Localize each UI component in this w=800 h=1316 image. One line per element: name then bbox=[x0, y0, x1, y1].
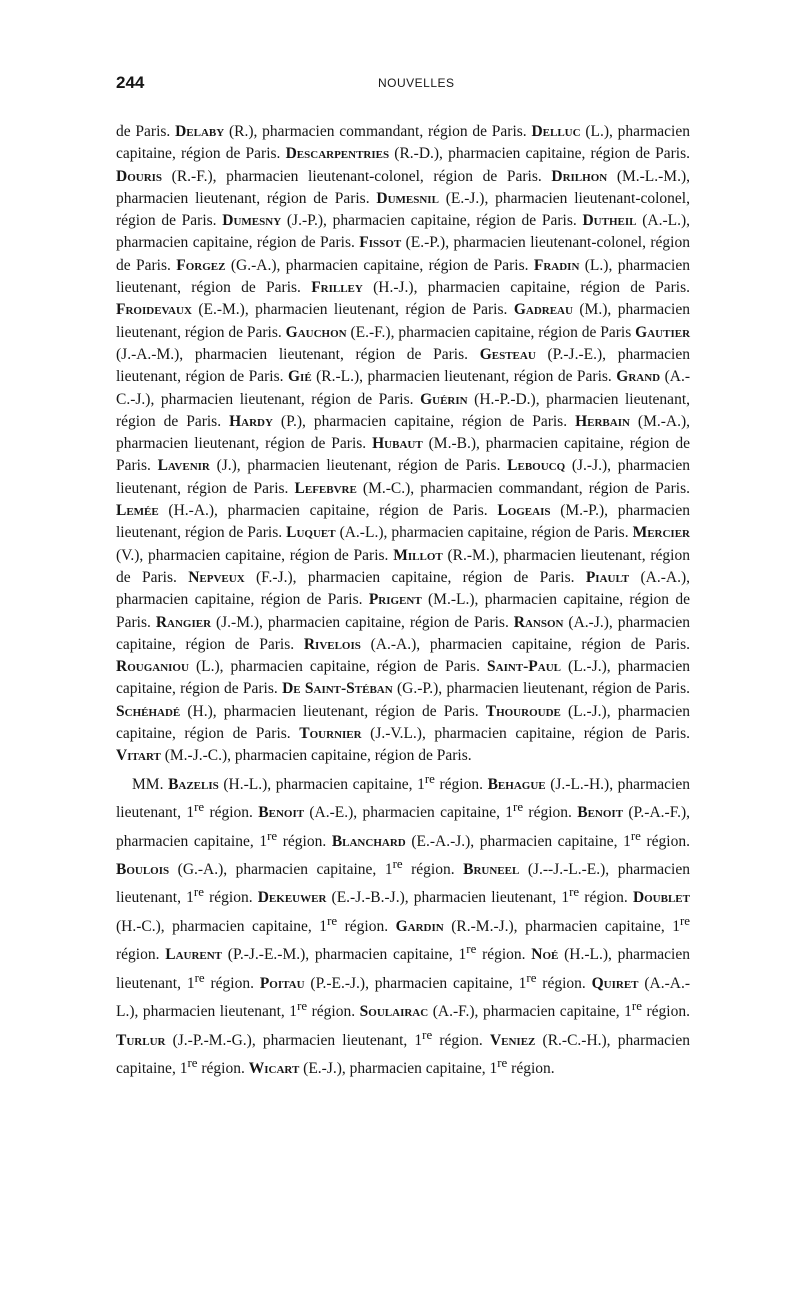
text-run: (H.-A.), pharmacien capitaine, région de Paris. bbox=[158, 502, 498, 520]
text-run: (J.-M.), pharmacien capitaine, région de Paris. bbox=[211, 613, 514, 631]
person-name: Herbain bbox=[575, 412, 630, 430]
person-name: Lefebvre bbox=[294, 479, 357, 497]
person-name: Gautier bbox=[635, 323, 691, 341]
person-name: Drilhon bbox=[551, 167, 608, 185]
person-name: Saint-Paul bbox=[487, 658, 561, 676]
person-name: Dutheil bbox=[582, 212, 637, 230]
text-run: (H.-L.), pharmacien capitaine, 1 bbox=[218, 775, 425, 793]
text-run: (E.-J.), pharmacien capitaine, 1 bbox=[299, 1060, 498, 1078]
text-run: (H.-L.), pharmacien lieutenant, 1 bbox=[116, 946, 690, 992]
text-run: (M.-C.), pharmacien commandant, région de Paris. bbox=[356, 479, 690, 497]
ordinal-superscript: re bbox=[193, 884, 204, 900]
text-run: région. bbox=[641, 1003, 690, 1021]
person-name: Gauchon bbox=[285, 323, 347, 341]
person-name: Gadreau bbox=[513, 301, 573, 319]
person-name: Benoit bbox=[258, 804, 305, 822]
text-run: (P.-J.-E.), pharmacien lieutenant, région de Paris. bbox=[116, 345, 690, 386]
person-name: Rouganiou bbox=[116, 658, 189, 676]
text-run: région. bbox=[434, 775, 488, 793]
text-run: (J.-V.L.), pharmacien capitaine, région de Paris. bbox=[361, 725, 691, 743]
text-run: (J.), pharmacien lieutenant, région de Paris. bbox=[209, 457, 508, 475]
ordinal-superscript: re bbox=[194, 969, 205, 985]
text-run: (J.-J.), pharmacien lieutenant, région de Paris. bbox=[116, 457, 691, 497]
person-name: Douris bbox=[116, 167, 163, 185]
text-run: (R.-D.), pharmacien capitaine, région de Paris. bbox=[389, 145, 690, 163]
person-name: Rivelois bbox=[303, 635, 361, 653]
text-run: (J.-A.-M.), pharmacien lieutenant, région de Paris. bbox=[116, 345, 480, 363]
text-run: région. bbox=[197, 1060, 249, 1078]
ordinal-superscript: re bbox=[466, 941, 477, 957]
text-run: région. bbox=[337, 918, 396, 936]
text-run: (H.-J.), pharmacien capitaine, région de Paris. bbox=[362, 279, 691, 297]
person-name: Prigent bbox=[368, 591, 422, 609]
text-run: région. bbox=[507, 1060, 555, 1078]
ordinal-superscript: re bbox=[187, 1055, 198, 1071]
person-name: Lavenir bbox=[157, 457, 210, 475]
text-run: (P.-A.-F.), pharmacien capitaine, 1 bbox=[116, 804, 690, 850]
text-run: région. bbox=[307, 1003, 360, 1021]
ordinal-superscript: re bbox=[424, 770, 435, 786]
text-run: région. bbox=[116, 946, 166, 964]
running-title: NOUVELLES bbox=[378, 76, 455, 90]
text-run: (R.-C.-H.), pharmacien capitaine, 1 bbox=[116, 1031, 690, 1078]
ordinal-superscript: re bbox=[569, 884, 580, 900]
text-run: (J.-P.-M.-G.), pharmacien lieutenant, 1 bbox=[165, 1031, 423, 1049]
text-run: (R.-M.-J.), pharmacien capitaine, 1 bbox=[443, 918, 680, 936]
text-run: (A.-A.-L.), pharmacien lieutenant, 1 bbox=[116, 974, 690, 1021]
text-run: région. bbox=[432, 1031, 490, 1049]
text-run: (L.-J.), pharmacien capitaine, région de Paris. bbox=[116, 658, 691, 698]
person-name: Poitau bbox=[259, 974, 305, 992]
person-name: Piault bbox=[585, 568, 630, 586]
person-name: Wicart bbox=[248, 1060, 300, 1078]
person-name: Delluc bbox=[531, 123, 581, 140]
ordinal-superscript: re bbox=[327, 912, 338, 928]
text-run: (A.-L.), pharmacien capitaine, région de Paris. bbox=[116, 212, 690, 252]
person-name: Quiret bbox=[591, 974, 639, 992]
person-name: Dekeuwer bbox=[257, 889, 327, 907]
person-name: Rangier bbox=[155, 613, 212, 631]
person-name: Benoit bbox=[577, 804, 624, 822]
text-run: (A.-L.), pharmacien capitaine, région de Paris. bbox=[335, 524, 633, 542]
person-name: Guérin bbox=[420, 390, 468, 408]
text-run: (L.-J.), pharmacien capitaine, région de Paris. bbox=[116, 702, 690, 743]
text-run: région. bbox=[277, 832, 332, 850]
text-run: (E.-J.), pharmacien lieutenant-colonel, région de Paris. bbox=[116, 189, 690, 230]
person-name: Behague bbox=[487, 775, 546, 793]
ordinal-superscript: re bbox=[392, 855, 403, 871]
text-run: (G.-P.), pharmacien lieutenant, région de Paris. bbox=[392, 680, 690, 698]
text-run: (H.-P.-D.), pharmacien lieutenant, région de Paris. bbox=[116, 390, 690, 430]
person-name: Luquet bbox=[286, 524, 336, 542]
person-name: Lemée bbox=[116, 502, 159, 520]
text-run: région. bbox=[640, 832, 690, 850]
person-name: Mercier bbox=[632, 524, 690, 542]
ordinal-superscript: re bbox=[631, 998, 642, 1014]
text-run: (R.), pharmacien commandant, région de Paris. bbox=[224, 123, 532, 140]
person-name: Soulairac bbox=[359, 1003, 429, 1021]
text-run: région. bbox=[579, 889, 633, 907]
text-run: (A.-A.), pharmacien capitaine, région de Paris. bbox=[116, 568, 691, 609]
text-run: (R.-F.), pharmacien lieutenant-colonel, région de Paris. bbox=[162, 167, 552, 185]
text-run: (P.), pharmacien capitaine, région de Paris. bbox=[272, 412, 576, 430]
text-run: (E.-J.-B.-J.), pharmacien lieutenant, 1 bbox=[326, 889, 570, 907]
paragraph bbox=[116, 121, 690, 768]
person-name: Veniez bbox=[489, 1031, 536, 1049]
text-run: (H.), pharmacien lieutenant, région de Paris. bbox=[180, 702, 486, 720]
text-run: région. bbox=[476, 946, 532, 964]
text-run: région. bbox=[523, 804, 578, 822]
text-run: (M.-L.-M.), pharmacien lieutenant, région de Paris. bbox=[116, 167, 691, 207]
text-run: région. bbox=[536, 974, 592, 992]
person-name: Fradin bbox=[533, 256, 580, 274]
text-run: (M.-A.), pharmacien lieutenant, région de Paris. bbox=[116, 412, 691, 453]
person-name: Grand bbox=[616, 368, 661, 386]
page-header bbox=[116, 73, 690, 95]
person-name: De Saint-Stéban bbox=[282, 680, 393, 698]
text-run: région. bbox=[204, 804, 259, 822]
person-name: Millot bbox=[393, 546, 443, 564]
text-run: (H.-C.), pharmacien capitaine, 1 bbox=[116, 918, 328, 936]
person-name: Nepveux bbox=[188, 568, 245, 586]
person-name: Hardy bbox=[229, 412, 273, 430]
person-name: Ranson bbox=[513, 613, 564, 631]
person-name: Vitart bbox=[116, 747, 161, 765]
text-run: région. bbox=[203, 889, 258, 907]
person-name: Noé bbox=[531, 946, 559, 964]
ordinal-superscript: re bbox=[422, 1026, 433, 1042]
page-number: 244 bbox=[116, 73, 145, 92]
ordinal-superscript: re bbox=[513, 799, 524, 815]
person-name: Froidevaux bbox=[116, 301, 192, 319]
body-text bbox=[116, 121, 690, 1081]
person-name: Laurent bbox=[165, 946, 223, 964]
person-name: Doublet bbox=[632, 889, 690, 907]
ordinal-superscript: re bbox=[679, 912, 690, 928]
text-run: (A.-J.), pharmacien capitaine, région de Paris. bbox=[116, 613, 691, 653]
text-run: (A.-C.-J.), pharmacien lieutenant, région de Paris. bbox=[116, 368, 690, 408]
person-name: Boulois bbox=[116, 861, 170, 879]
text-run: (A.-F.), pharmacien capitaine, 1 bbox=[428, 1003, 632, 1021]
text-run: région. bbox=[204, 974, 260, 992]
person-name: Blanchard bbox=[331, 832, 406, 850]
text-run: (M.), pharmacien lieutenant, région de Paris. bbox=[116, 301, 690, 341]
ordinal-superscript: re bbox=[497, 1055, 508, 1071]
person-name: Hubaut bbox=[372, 435, 423, 453]
text-run: (L.), pharmacien capitaine, région de Paris. bbox=[188, 658, 488, 676]
person-name: Bazelis bbox=[168, 775, 219, 793]
person-name: Dumesny bbox=[222, 212, 282, 230]
text-run: région. bbox=[402, 861, 464, 879]
person-name: Delaby bbox=[175, 123, 225, 140]
text-run: (J.-P.), pharmacien capitaine, région de Paris. bbox=[281, 212, 583, 230]
ordinal-superscript: re bbox=[194, 799, 205, 815]
person-name: Schéhadé bbox=[116, 702, 181, 720]
person-name: Tournier bbox=[299, 725, 362, 743]
person-name: Dumesnil bbox=[376, 189, 439, 207]
text-run: (V.), pharmacien capitaine, région de Paris. bbox=[116, 546, 394, 564]
text-run: (R.-M.), pharmacien lieutenant, région de Paris. bbox=[116, 546, 690, 586]
text-run: (M.-B.), pharmacien capitaine, région de Paris. bbox=[116, 435, 690, 475]
person-name: Gardin bbox=[395, 918, 444, 936]
text-run: (M.-L.), pharmacien capitaine, région de Paris. bbox=[116, 591, 690, 631]
person-name: Logeais bbox=[497, 502, 551, 520]
text-run: (A.-E.), pharmacien capitaine, 1 bbox=[304, 804, 514, 822]
paragraph bbox=[116, 768, 690, 1081]
person-name: Leboucq bbox=[507, 457, 566, 475]
ordinal-superscript: re bbox=[267, 827, 278, 843]
text-run: (L.), pharmacien lieutenant, région de Paris. bbox=[116, 256, 690, 297]
ordinal-superscript: re bbox=[297, 998, 308, 1014]
text-run: (G.-A.), pharmacien capitaine, 1 bbox=[169, 861, 393, 879]
person-name: Turlur bbox=[116, 1031, 166, 1049]
person-name: Bruneel bbox=[463, 861, 520, 879]
ordinal-superscript: re bbox=[630, 827, 641, 843]
person-name: Forgez bbox=[176, 256, 226, 274]
person-name: Fissot bbox=[359, 234, 402, 252]
person-name: Gié bbox=[287, 368, 312, 386]
person-name: Gesteau bbox=[479, 345, 536, 363]
text-run: (E.-A.-J.), pharmacien capitaine, 1 bbox=[405, 832, 631, 850]
text-run: (L.), pharmacien capitaine, région de Paris. bbox=[116, 123, 690, 163]
text-run: (G.-A.), pharmacien capitaine, région de Paris. bbox=[225, 256, 534, 274]
text-run: (J.--J.-L.-E.), pharmacien lieutenant, 1 bbox=[116, 861, 690, 907]
person-name: Thouroude bbox=[485, 702, 561, 720]
text-run: (P.-E.-J.), pharmacien capitaine, 1 bbox=[304, 974, 527, 992]
ordinal-superscript: re bbox=[526, 969, 537, 985]
person-name: Frilley bbox=[311, 279, 363, 297]
text-run: (M.-J.-C.), pharmacien capitaine, région de Paris. bbox=[160, 747, 472, 765]
text-run: MM. bbox=[132, 775, 169, 793]
text-run: (E.-M.), pharmacien lieutenant, région de Paris. bbox=[191, 301, 514, 319]
text-run: de Paris. bbox=[116, 123, 176, 140]
text-run: (J.-L.-H.), pharmacien lieutenant, 1 bbox=[116, 775, 690, 822]
text-run: (A.-A.), pharmacien capitaine, région de Paris. bbox=[360, 635, 690, 653]
text-run: (R.-L.), pharmacien lieutenant, région de Paris. bbox=[311, 368, 617, 386]
text-run: (E.-F.), pharmacien capitaine, région de Paris bbox=[346, 323, 636, 341]
person-name: Descarpentries bbox=[285, 145, 390, 163]
text-run: (M.-P.), pharmacien lieutenant, région de Paris. bbox=[116, 502, 690, 542]
text-run: (E.-P.), pharmacien lieutenant-colonel, région de Paris. bbox=[116, 234, 690, 274]
text-run: (F.-J.), pharmacien capitaine, région de Paris. bbox=[244, 568, 586, 586]
text-run: (P.-J.-E.-M.), pharmacien capitaine, 1 bbox=[222, 946, 467, 964]
